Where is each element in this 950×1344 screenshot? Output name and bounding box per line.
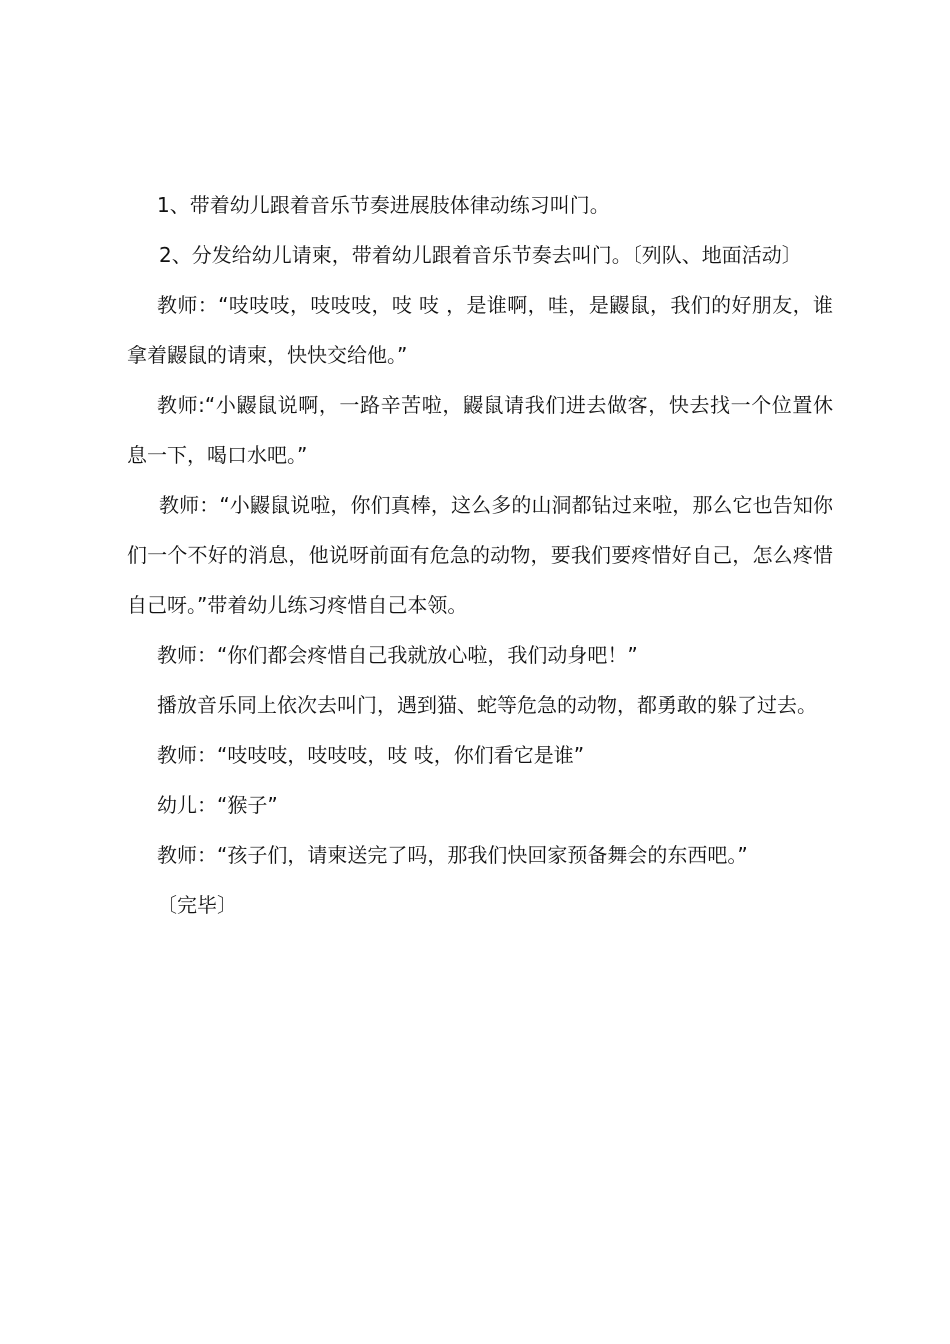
paragraph-children-monkey: 幼儿：“猴子” — [157, 793, 278, 817]
paragraph-end: 〔完毕〕 — [157, 893, 237, 917]
paragraph-teacher-depart: 教师：“你们都会疼惜自己我就放心啦，我们动身吧！” — [157, 643, 638, 667]
paragraph-teacher-mole-greeting: 教师：“吱吱吱，吱吱吱，吱 吱 ，是谁啊，哇，是鼹鼠，我们的好朋友，谁拿着鼹鼠的请柬，快快交给他。” — [127, 293, 833, 367]
paragraph-teacher-mole-warning: 教师：“小鼹鼠说啦，你们真棒，这么多的山洞都钻过来啦，那么它也告知你们一个不好的消息，他说呀前面有危急的动物，要我们要疼惜好自己，怎么疼惜自己呀。”带着幼儿练习疼惜自己本领。 — [127, 493, 833, 617]
paragraph-music-journey: 播放音乐同上依次去叫门，遇到猫、蛇等危急的动物，都勇敢的躲了过去。 — [157, 693, 817, 717]
paragraph-teacher-who: 教师：“吱吱吱，吱吱吱，吱 吱，你们看它是谁” — [157, 743, 585, 767]
paragraph-teacher-go-home: 教师：“孩子们，请柬送完了吗，那我们快回家预备舞会的东西吧。” — [157, 843, 748, 867]
paragraph-step-2: 2、分发给幼儿请柬，带着幼儿跟着音乐节奏去叫门。〔列队、地面活动〕 — [159, 243, 802, 267]
paragraph-teacher-mole-rest: 教师:“小鼹鼠说啊，一路辛苦啦，鼹鼠请我们进去做客，快去找一个位置休息一下，喝口水吧。” — [127, 393, 833, 467]
document-body — [127, 180, 833, 930]
paragraph-step-1: 1、带着幼儿跟着音乐节奏进展肢体律动练习叫门。 — [157, 193, 610, 217]
